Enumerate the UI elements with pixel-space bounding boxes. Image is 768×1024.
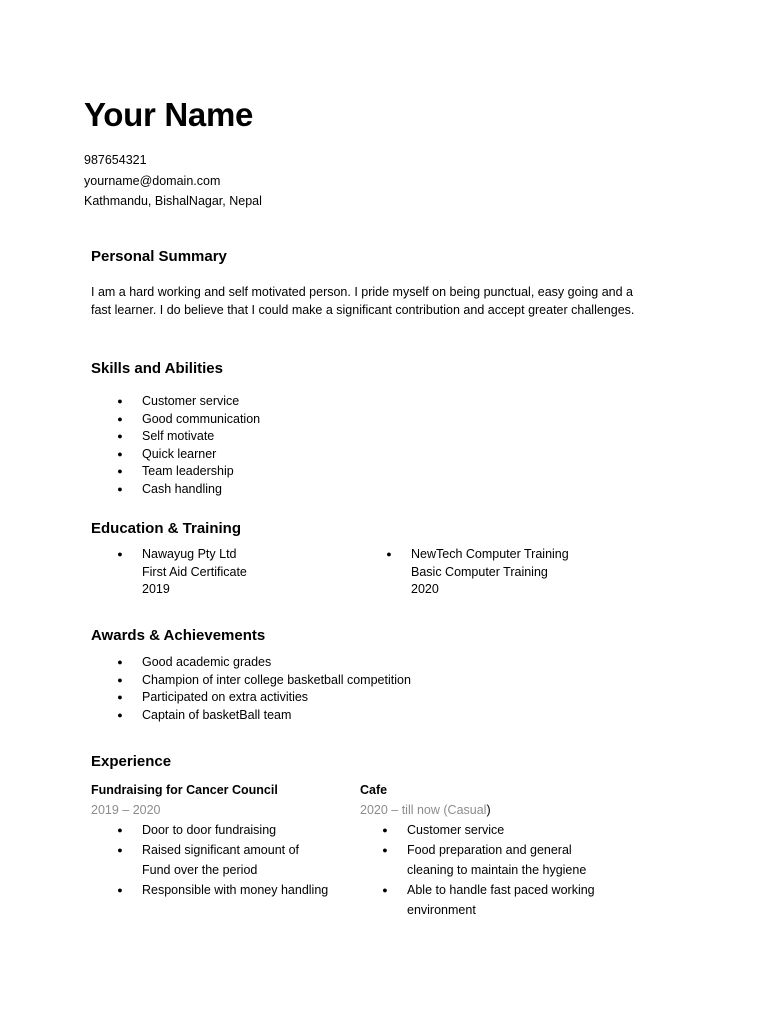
education-institution: NewTech Computer Training [411,547,569,561]
experience-entry [360,780,595,920]
list-item [115,880,328,900]
bullet-icon: ● [117,549,123,559]
experience-entry [91,780,328,900]
bullet-icon: ● [117,825,123,835]
duties-list [380,820,595,920]
list-item [115,481,260,499]
phone-number: 987654321 [84,153,147,167]
job-dates [360,800,595,820]
contact-block [84,150,262,212]
list-item [115,672,411,690]
bullet-icon: ● [117,396,123,406]
education-institution: Nawayug Pty Ltd [142,547,237,561]
list-item [115,820,328,840]
education-course: Basic Computer Training [411,564,548,579]
bullet-icon: ● [382,825,388,835]
skills-heading: Skills and Abilities [91,360,223,377]
list-item [115,428,260,446]
list-item [115,463,260,481]
skill-label: Good communication [142,411,261,426]
bullet-icon: ● [382,885,388,895]
skill-label: Quick learner [142,446,217,461]
duty-label: Customer service [407,823,505,837]
education-heading: Education & Training [91,520,242,537]
list-item [115,840,328,880]
awards-list [115,654,411,724]
bullet-icon: ● [117,674,123,685]
list-item [380,840,595,880]
bullet-icon: ● [117,431,123,441]
award-label: Participated on extra activities [142,690,309,704]
skill-label: Self motivate [142,429,215,443]
experience-heading: Experience [91,753,172,770]
job-dates: 2019 – 2020 [91,803,161,817]
award-label: Champion of inter college basketball competition [142,672,411,687]
list-item [380,820,595,840]
bullet-icon: ● [117,885,123,895]
bullet-icon: ● [117,845,123,855]
personal-summary-text: I am a hard working and self motivated person. I pride myself on being punctual, easy going and a fast learner. I do believe that I could make a significant contribution and accept greater challenges. [91,285,635,317]
duty-label: Raised significant amount of [142,843,300,857]
bullet-icon: ● [386,549,392,559]
postal-address: Kathmandu, BishalNagar, Nepal [84,194,262,208]
education-year: 2020 [411,582,439,596]
email-address: yourname@domain.com [84,173,221,188]
duty-label: Fund over the period [142,863,258,877]
job-dates-close: ) [486,803,491,817]
duty-label: Door to door fundraising [142,823,277,837]
list-item [115,707,411,725]
skills-list [115,393,260,498]
bullet-icon: ● [117,692,123,702]
list-item [115,654,411,672]
list-item [115,411,260,429]
education-entry [384,546,569,599]
list-item [115,393,260,411]
job-title: Cafe [360,783,388,797]
list-item [115,689,411,707]
duty-label: cleaning to maintain the hygiene [407,863,587,877]
duty-label: Responsible with money handling [142,883,329,897]
duty-label: environment [407,903,476,917]
duties-list [115,820,328,900]
bullet-icon: ● [117,466,123,476]
education-year: 2019 [142,582,170,596]
bullet-icon: ● [382,845,388,855]
resume-name: Your Name [84,96,254,133]
duty-label: Able to handle fast paced working [407,883,595,897]
duty-label: Food preparation and general [407,843,572,857]
bullet-icon: ● [117,448,123,459]
bullet-icon: ● [117,413,123,424]
education-course: First Aid Certificate [142,564,247,579]
bullet-icon: ● [117,709,123,720]
awards-heading: Awards & Achievements [91,627,266,644]
skill-label: Team leadership [142,464,234,478]
award-label: Good academic grades [142,655,272,669]
skill-label: Cash handling [142,481,222,496]
job-title: Fundraising for Cancer Council [91,783,278,797]
bullet-icon: ● [117,657,123,667]
personal-summary-heading: Personal Summary [91,248,227,265]
list-item [380,880,595,920]
job-dates-text: 2020 – till now (Casual [360,803,487,817]
education-entry [115,546,247,599]
bullet-icon: ● [117,483,123,494]
skill-label: Customer service [142,394,240,408]
list-item [115,446,260,464]
award-label: Captain of basketBall team [142,707,292,722]
